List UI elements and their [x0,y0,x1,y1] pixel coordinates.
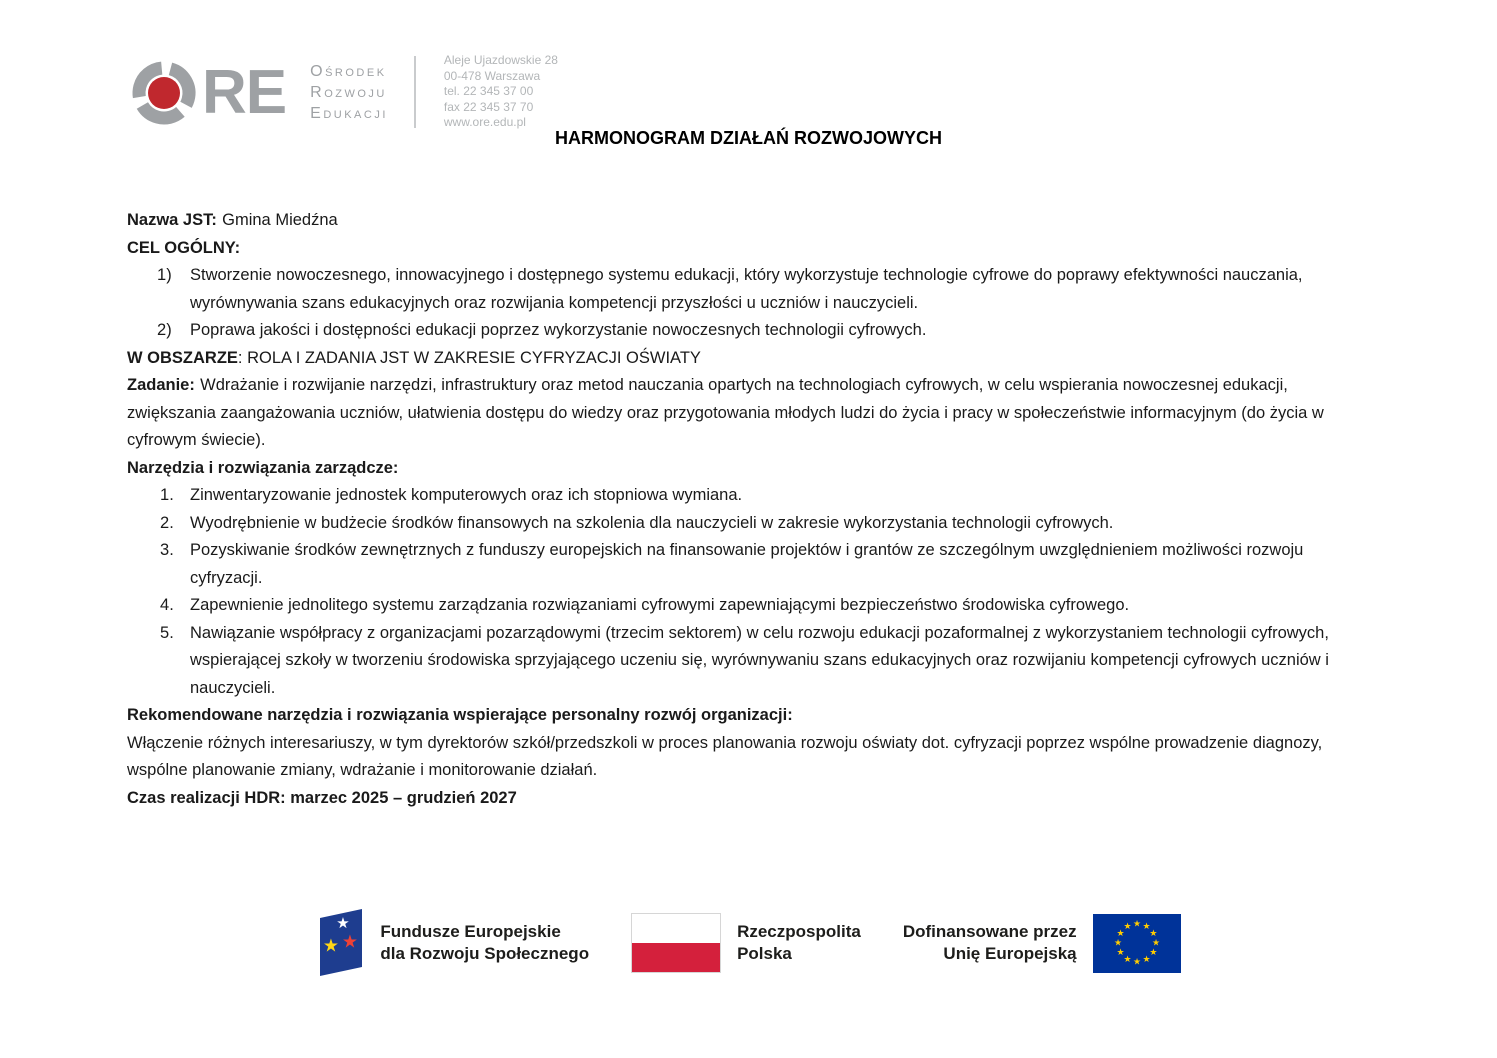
cel-list-item: Stworzenie nowoczesnego, innowacyjnego i dostępnego systemu edukacji, który wykorzystuje technologie cyfrowe do poprawy efektywności nauczania, wyrównywania szans edukacyjnych oraz rozwijania kompetencji przyszłości u uczniów i nauczycieli. [190,266,1303,312]
czas-realizacji-line: Czas realizacji HDR: marzec 2025 – grudzień 2027 [127,788,517,807]
ore-address [444,53,558,131]
svg-text:★: ★ [1123,954,1132,965]
document-body [127,207,1359,812]
svg-text:★: ★ [1116,947,1125,958]
rekomendowane-text: Włączenie różnych interesariuszy, w tym dyrektorów szkół/przedszkoli w proces planowania rozwoju oświaty dot. cyfryzacji poprzez wspólne prowadzenie diagnozy, wspólne planowanie zmiany, wdrażanie i monitorowanie działań. [127,733,1323,779]
svg-text:★: ★ [342,931,359,953]
narzedzia-list-item: Wyodrębnienie w budżecie środków finansowych na szkolenia dla nauczycieli w zakresie wykorzystania technologii cyfrowych. [190,513,1114,532]
svg-text:★: ★ [1116,928,1125,939]
narzedzia-list-item: Zinwentaryzowanie jednostek komputerowych oraz ich stopniowa wymiana. [190,486,743,504]
pl-text-line: Rzeczpospolita [737,922,861,941]
address-line: tel. 22 345 37 00 [443,84,534,99]
ore-logo-letters: RE [202,58,287,127]
ore-org-name [310,61,388,124]
narzedzia-list [127,482,1359,702]
org-name-line: Rozwoju [310,83,387,101]
address-line: Aleje Ujazdowskie 28 [443,53,558,68]
zadanie-text: Wdrażanie i rozwijanie narzędzi, infrastruktury oraz metod nauczania opartych na technologiach cyfrowych, w celu wspierania nowoczesnej edukacji, zwiększania zaangażowania uczniów, ułatwienia dostępu do wiedzy oraz przygotowania młodych ludzi do życia i pracy w społeczeństwie informacyjnym (do życia w cyfrowym świecie). [127,376,1324,449]
nazwa-jst-value: Gmina Miedźna [222,211,338,229]
obszar-label: W OBSZARZE [127,348,238,367]
eu-text-line: Unię Europejską [943,944,1077,963]
pl-text-line: Polska [737,944,792,963]
obszar-value: : ROLA I ZADANIA JST W ZAKRESIE CYFRYZACJI OŚWIATY [237,348,701,367]
fe-logo-text [380,921,589,965]
nazwa-jst-line [127,207,1359,235]
obszar-line [127,345,1359,373]
cel-list-item: Poprawa jakości i dostępności edukacji poprzez wykorzystanie nowoczesnych technologii cyfrowych. [190,321,927,339]
svg-text:★: ★ [1142,954,1151,965]
cel-ogolny-list [127,262,1359,345]
funding-logos-footer [0,906,1497,980]
fe-text-line: dla Rozwoju Społecznego [380,944,590,963]
svg-text:★: ★ [1149,928,1158,939]
svg-text:★: ★ [336,914,351,932]
fe-text-line: Fundusze Europejskie [380,922,561,941]
ore-logo-mark-icon [128,53,200,131]
eu-logo-group [903,914,1181,973]
org-name-line: Edukacji [310,104,388,122]
svg-text:★: ★ [1151,938,1160,948]
rekomendowane-heading: Rekomendowane narzędzia i rozwiązania wspierające personalny rozwój organizacji: [127,706,793,724]
document-title: HARMONOGRAM DZIAŁAŃ ROZWOJOWYCH [555,128,942,148]
svg-text:★: ★ [1132,919,1141,929]
european-funds-flag-icon [316,906,366,980]
svg-text:★: ★ [1132,957,1141,967]
address-line: fax 22 345 37 70 [443,99,534,114]
zadanie-paragraph [127,372,1359,455]
nazwa-jst-label: Nazwa JST: [127,211,217,229]
svg-text:★: ★ [1113,938,1122,948]
narzedzia-list-item: Pozyskiwanie środków zewnętrznych z funduszy europejskich na finansowanie projektów i grantów ze szczególnym uwzględnieniem możliwości rozwoju cyfryzacji. [190,541,1304,587]
eu-funding-text [903,921,1077,965]
svg-text:★: ★ [323,935,340,957]
ore-header [128,50,558,134]
eu-text-line: Dofinansowane przez [902,922,1077,941]
narzedzia-list-item: Nawiązanie współpracy z organizacjami pozarządowymi (trzecim sektorem) w celu rozwoju edukacji pozaformalnej z wykorzystaniem technologii cyfrowych, wspierającej szkoły w tworzeniu środowiska sprzyjającego uczeniu się, wyrównywaniu szans edukacyjnych oraz rozwijaniu kompetencji cyfrowych uczniów i nauczycieli. [190,623,1329,697]
header-divider [414,56,416,128]
zadanie-label: Zadanie: [127,376,195,394]
fe-logo-group [316,906,589,980]
narzedzia-list-item: Zapewnienie jednolitego systemu zarządzania rozwiązaniami cyfrowymi zapewniającymi bezpieczeństwo środowiska cyfrowego. [190,596,1130,614]
poland-flag-icon [631,913,721,973]
address-line: www.ore.edu.pl [443,115,526,130]
svg-text:★: ★ [1149,947,1158,958]
svg-text:★: ★ [1142,921,1151,932]
cel-ogolny-heading: CEL OGÓLNY: [127,238,241,257]
eu-flag-icon [1093,914,1181,973]
poland-logo-text [737,921,861,965]
svg-text:★: ★ [1123,921,1132,932]
address-line: 00-478 Warszawa [443,68,541,83]
poland-logo-group [631,913,861,973]
narzedzia-heading: Narzędzia i rozwiązania zarządcze: [127,458,399,477]
org-name-line: Ośrodek [310,62,387,80]
